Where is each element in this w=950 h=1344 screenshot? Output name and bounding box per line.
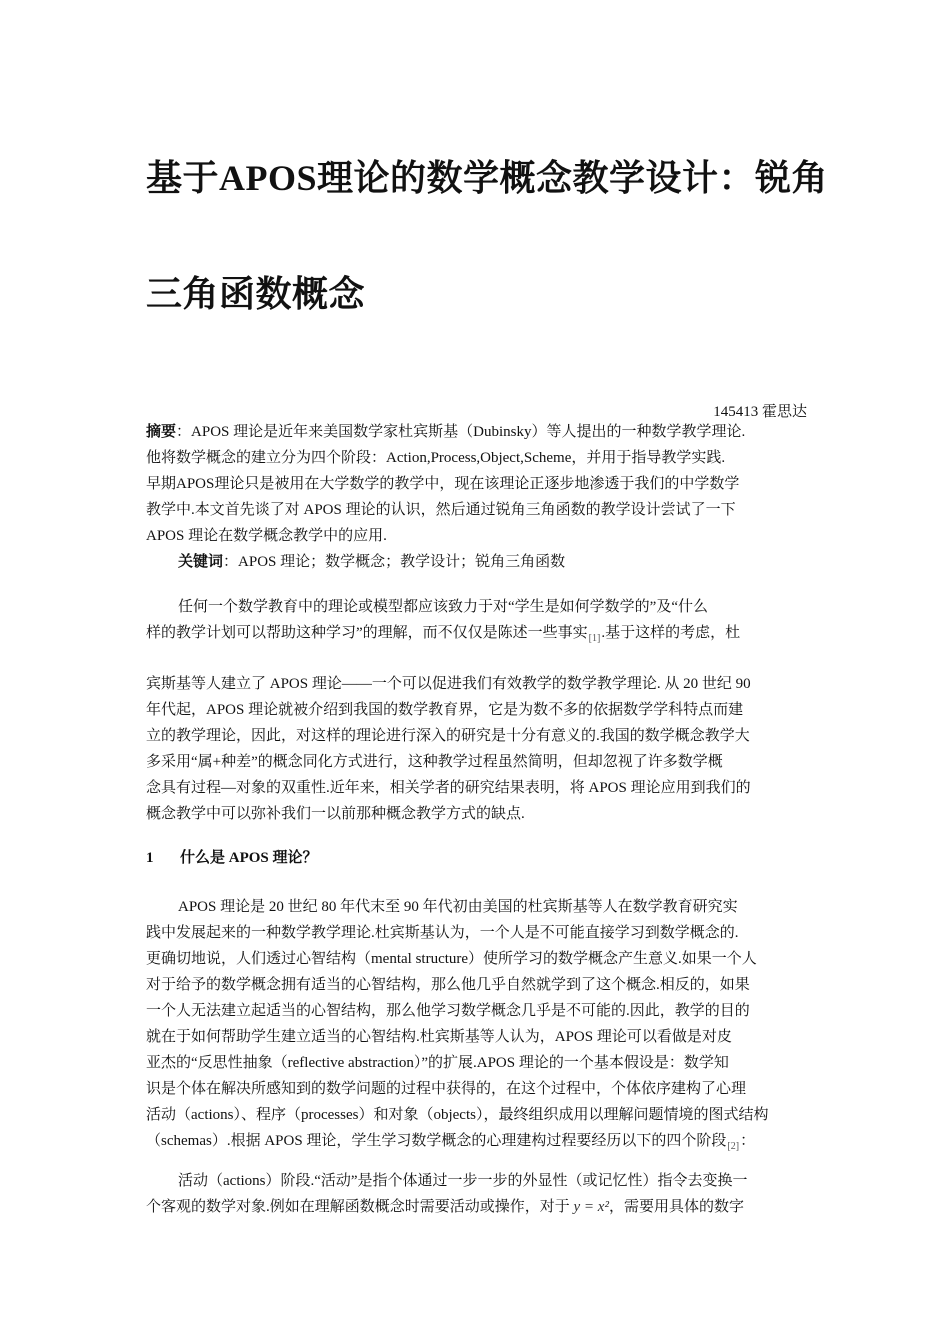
section1-line: 亚杰的“反思性抽象（reflective abstraction）”的扩展.APOS 理论的一个基本假设是：数学知 [146,1055,729,1071]
intro-line: 念具有过程—对象的双重性.近年来，相关学者的研究结果表明，将 APOS 理论应用到我们的 [146,780,751,796]
intro-line: 概念教学中可以弥补我们一以前那种概念教学方式的缺点. [146,806,525,822]
intro-line: 任何一个数学教育中的理论或模型都应该致力于对“学生是如何学数学的”及“什么 [178,599,708,615]
section1-line: APOS 理论是 20 世纪 80 年代末至 90 年代初由美国的杜宾斯基等人在数学教育研究实 [178,899,738,915]
section1-line: （schemas）.根据 APOS 理论，学生学习数学概念的心理建构过程要经历以下的四个阶段$_{[2]}$： [146,1133,756,1152]
section-heading [146,846,318,867]
section1-paragraph [146,894,808,1160]
intro-line: 立的教学理论，因此，对这样的理论进行深入的研究是十分有意义的.我国的数学概念教学大 [146,728,750,744]
section1-line: 识是个体在解决所感知到的数学问题的过程中获得的，在这个过程中，个体依序建构了心理 [146,1081,747,1097]
abstract-line: 摘要：APOS 理论是近年来美国数学家杜宾斯基（Dubinsky）等人提出的一种数学教学理论. [146,424,746,440]
abstract-line: 教学中.本文首先谈了对 APOS 理论的认识，然后通过锐角三角函数的教学设计尝试了一下 [146,502,736,518]
intro-line: 年代起，APOS 理论就被介绍到我国的数学教育界，它是为数不多的依据数学学科特点而建 [146,702,744,718]
citation-ref: [2] [727,1141,740,1152]
keywords-label: 关键词 [178,554,224,570]
actions-paragraph [146,1168,808,1220]
abstract-line: 早期APOS理论只是被用在大学数学的教学中，现在该理论正逐步地渗透于我们的中学数学 [146,476,740,492]
intro-line: 样的教学计划可以帮助这种学习”的理解，而不仅仅是陈述一些事实$_{[1]}$.基于这样的考虑，杜 [146,625,741,644]
intro-line: 多采用“属+种差”的概念同化方式进行，这种教学过程虽然简明，但却忽视了许多数学概 [146,754,723,770]
section-number: 1 [146,850,154,866]
intro-line: 宾斯基等人建立了 APOS 理论——一个可以促进我们有效教学的数学教学理论. 从 20 世纪 90 [146,676,751,692]
actions-line: 活动（actions）阶段.“活动”是指个体通过一步一步的外显性（或记忆性）指令去变换一 [178,1173,748,1189]
section1-line: 践中发展起来的一种数学教学理论.杜宾斯基认为，一个人是不可能直接学习到数学概念的. [146,925,739,941]
author-line: 145413 霍思达 [713,404,807,420]
section1-line: 一个人无法建立起适当的心智结构，那么他学习数学概念几乎是不可能的.因此，教学的目的 [146,1003,750,1019]
keywords-text: ：APOS 理论；数学概念；教学设计；锐角三角函数 [223,554,566,570]
actions-line: 个客观的数学对象.例如在理解函数概念时需要活动或操作，对于 y = x²，需要用具体的数字 [146,1199,744,1215]
abstract-line: 他将数学概念的建立分为四个阶段：Action,Process,Object,Scheme，并用于指导教学实践. [146,450,726,466]
intro-paragraph-continued [146,671,808,827]
paper-title-line-1: 基于APOS理论的数学概念教学设计：锐角 [146,158,829,198]
abstract-label: 摘要 [146,424,177,440]
section1-line: 活动（actions）、程序（processes）和对象（objects），最终组织成用以理解问题情境的图式结构 [146,1107,769,1123]
section1-line: 更确切地说，人们透过心智结构（mental structure）使所学习的数学概念产生意义.如果一个人 [146,951,757,967]
section1-line: 对于给予的数学概念拥有适当的心智结构，那么他几乎自然就学到了这个概念.相反的，如果 [146,977,750,993]
section1-line: 就在于如何帮助学生建立适当的心智结构.杜宾斯基等人认为，APOS 理论可以看做是对皮 [146,1029,732,1045]
abstract-line: APOS 理论在数学概念教学中的应用. [146,528,387,544]
paper-title-line-2: 三角函数概念 [146,274,366,314]
abstract [146,419,808,575]
math-formula: y = x² [573,1199,609,1215]
section-title: 什么是 APOS 理论？ [180,850,318,866]
keywords-line [146,549,808,575]
intro-paragraph-start [146,594,808,652]
citation-ref: [1] [588,633,601,644]
